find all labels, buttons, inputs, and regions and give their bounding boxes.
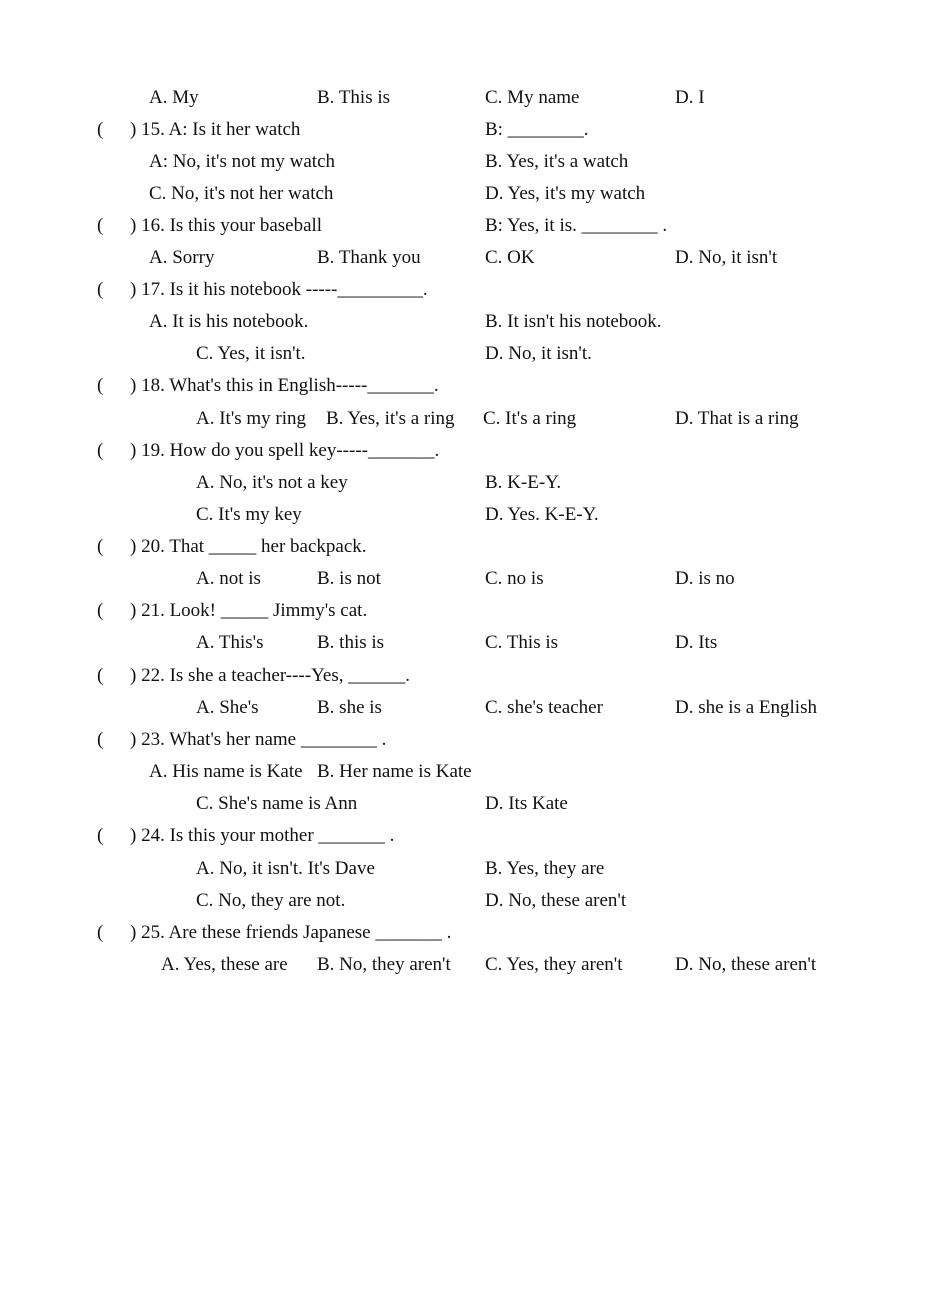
q15-option-d: D. Yes, it's my watch — [485, 183, 646, 204]
q19-option-b: B. K-E-Y. — [485, 472, 562, 493]
answer-bracket: ( — [97, 729, 104, 750]
question-21-stem: ) 21. Look! _____ Jimmy's cat. — [130, 600, 368, 621]
q23-option-d: D. Its Kate — [485, 793, 568, 814]
question-18-stem: ) 18. What's this in English-----_______. — [130, 375, 439, 396]
q22-option-a: A. She's — [196, 697, 259, 718]
q24-option-c: C. No, they are not. — [196, 890, 346, 911]
q23-option-c: C. She's name is Ann — [196, 793, 358, 814]
q23-option-b: B. Her name is Kate — [317, 761, 472, 782]
q25-option-d: D. No, these aren't — [675, 954, 817, 975]
q17-option-a: A. It is his notebook. — [149, 311, 309, 332]
q21-option-b: B. this is — [317, 632, 385, 653]
question-15-stem: ) 15. A: Is it her watch — [130, 119, 301, 140]
q22-option-d: D. she is a English — [675, 697, 817, 718]
q21-option-c: C. This is — [485, 632, 559, 653]
q16-option-d: D. No, it isn't — [675, 247, 778, 268]
q16-option-c: C. OK — [485, 247, 535, 268]
question-19-stem: ) 19. How do you spell key-----_______. — [130, 440, 440, 461]
question-22-stem: ) 22. Is she a teacher----Yes, ______. — [130, 665, 410, 686]
q22-option-b: B. she is — [317, 697, 382, 718]
q20-option-c: C. no is — [485, 568, 544, 589]
answer-bracket: ( — [97, 215, 104, 236]
q19-option-d: D. Yes. K-E-Y. — [485, 504, 599, 525]
answer-bracket: ( — [97, 665, 104, 686]
question-25-stem: ) 25. Are these friends Japanese _______ . — [130, 922, 452, 943]
q22-option-c: C. she's teacher — [485, 697, 603, 718]
q15-option-a: A: No, it's not my watch — [149, 151, 336, 172]
q16-option-a: A. Sorry — [149, 247, 215, 268]
q24-option-d: D. No, these aren't — [485, 890, 627, 911]
answer-bracket: ( — [97, 825, 104, 846]
question-16-stem: ) 16. Is this your baseball — [130, 215, 323, 236]
q21-option-a: A. This's — [196, 632, 264, 653]
q21-option-d: D. Its — [675, 632, 718, 653]
question-17-stem: ) 17. Is it his notebook -----_________. — [130, 279, 428, 300]
q24-option-a: A. No, it isn't. It's Dave — [196, 858, 375, 879]
q15-option-b: B. Yes, it's a watch — [485, 151, 629, 172]
q17-option-d: D. No, it isn't. — [485, 343, 592, 364]
question-24-stem: ) 24. Is this your mother _______ . — [130, 825, 395, 846]
q17-option-b: B. It isn't his notebook. — [485, 311, 662, 332]
q16-option-b: B. Thank you — [317, 247, 421, 268]
option-prev-a: A. My — [149, 87, 199, 108]
question-20-stem: ) 20. That _____ her backpack. — [130, 536, 367, 557]
answer-bracket: ( — [97, 440, 104, 461]
q23-option-a: A. His name is Kate — [149, 761, 303, 782]
q19-option-c: C. It's my key — [196, 504, 302, 525]
answer-bracket: ( — [97, 279, 104, 300]
q25-option-a: A. Yes, these are — [161, 954, 288, 975]
q25-option-c: C. Yes, they aren't — [485, 954, 623, 975]
answer-bracket: ( — [97, 119, 104, 140]
option-prev-c: C. My name — [485, 87, 580, 108]
q25-option-b: B. No, they aren't — [317, 954, 451, 975]
q20-option-d: D. is no — [675, 568, 735, 589]
answer-bracket: ( — [97, 375, 104, 396]
question-15-answer-prompt: B: ________. — [485, 119, 589, 140]
answer-bracket: ( — [97, 536, 104, 557]
question-16-answer-prompt: B: Yes, it is. ________ . — [485, 215, 668, 236]
q15-option-c: C. No, it's not her watch — [149, 183, 334, 204]
question-23-stem: ) 23. What's her name ________ . — [130, 729, 387, 750]
q19-option-a: A. No, it's not a key — [196, 472, 348, 493]
q18-option-d: D. That is a ring — [675, 408, 799, 429]
q20-option-b: B. is not — [317, 568, 381, 589]
q18-option-c: C. It's a ring — [483, 408, 577, 429]
option-prev-d: D. I — [675, 87, 705, 108]
q17-option-c: C. Yes, it isn't. — [196, 343, 306, 364]
answer-bracket: ( — [97, 922, 104, 943]
q18-option-b: B. Yes, it's a ring — [326, 408, 455, 429]
q24-option-b: B. Yes, they are — [485, 858, 605, 879]
option-prev-b: B. This is — [317, 87, 391, 108]
answer-bracket: ( — [97, 600, 104, 621]
q18-option-a: A. It's my ring — [196, 408, 307, 429]
q20-option-a: A. not is — [196, 568, 261, 589]
